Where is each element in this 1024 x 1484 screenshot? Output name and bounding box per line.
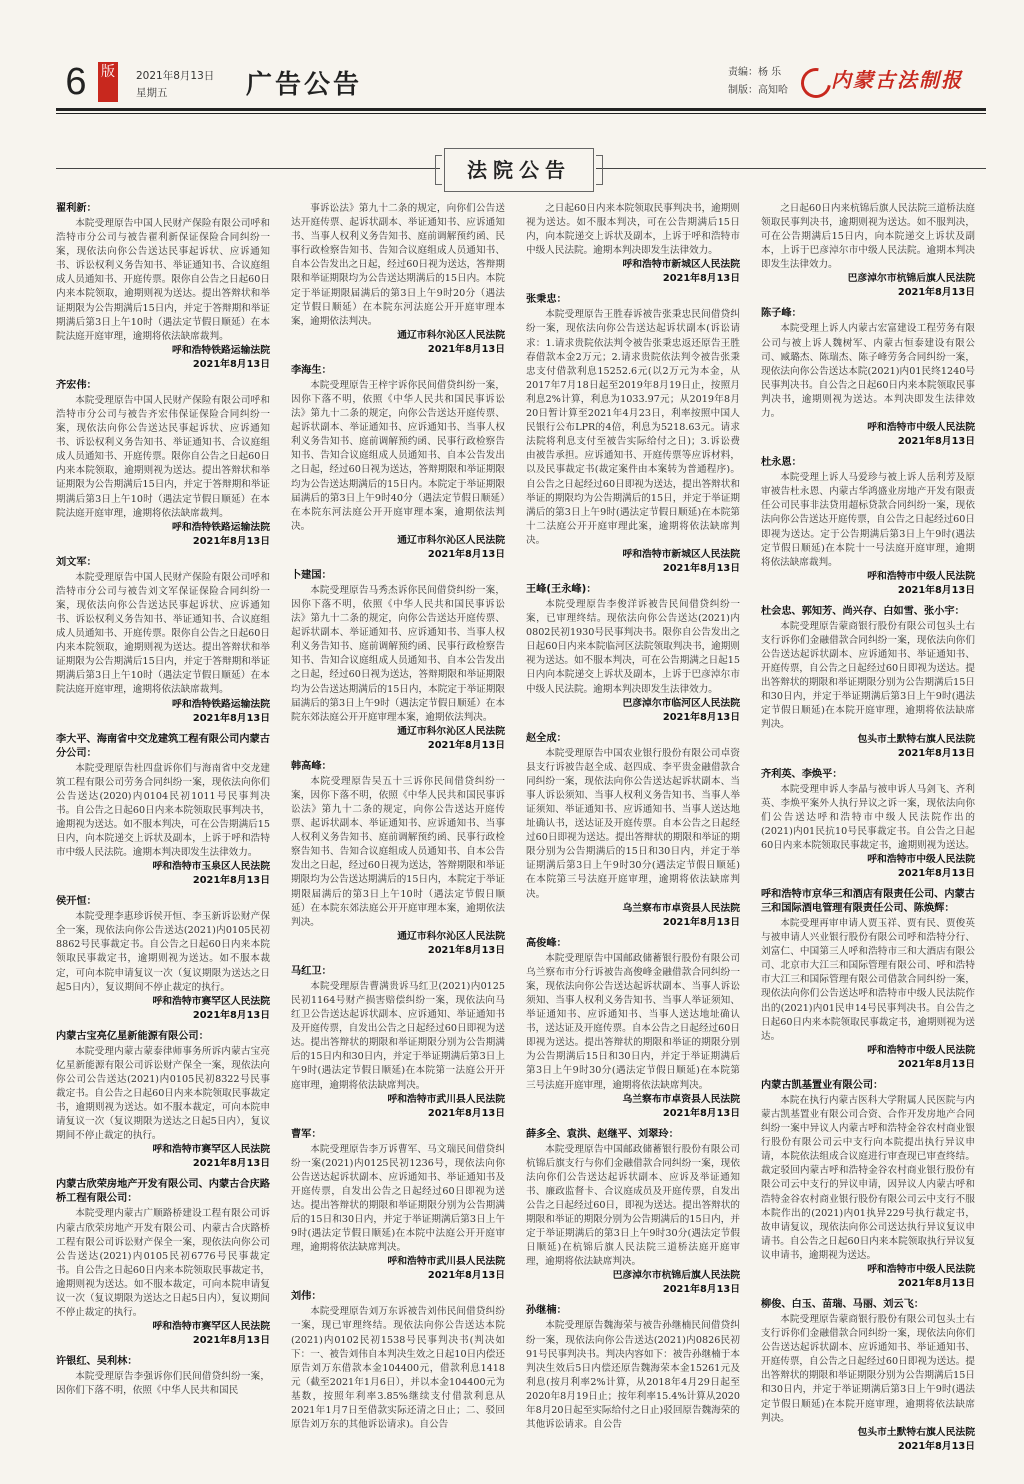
notice-body: 事诉讼法》第九十二条的规定，向你们公告送达开庭传票、起诉状副本、举证通知书、应诉通知书、当事人权利义务告知书、庭前调解预约函、民事行政检察告知书、告知合议庭组成人员通知书、自本公告发出之日起，经过60日视为送达，答辩期限和举证期限均为公告送达期满后的15日内。本院定于举证期限届满后的第3日上午9时20分（遇法定节假日顺延）在本院东河法庭公开开庭审理本案，逾期依法判决。	[291, 203, 505, 327]
issue-weekday: 星期五	[136, 87, 168, 99]
notice-date: 2021年8月13日	[897, 1440, 975, 1452]
court-notice	[761, 1298, 975, 1454]
court-notice	[761, 1079, 975, 1291]
notice-body: 本院受理原告李强诉你们民间借贷纠纷一案，因你们下落不明，依照《中华人民共和国民	[56, 1371, 270, 1397]
notice-addressee: 李海生：	[291, 364, 332, 376]
editor-credit: 责编：杨 乐	[728, 67, 782, 78]
notice-body: 本院受理原告王胜春诉被告张秉忠民间借贷纠纷一案，现依法向你公告送达起诉状副本(诉讼请求：1.请求贵院依法判令被告张秉忠返还原告王胜春借款本金2万元；2.请求贵院依法判令被告张秉忠支付借款利息15252.6元(以2万元为本金，从2017年7月18日起至2019年8月19日止，按照月利息2%计算，利息为1033.97元；从2019年8月20日暂计算至2021年4月23日，利率按照中国人民银行公布LPR的4倍，利息为5218.63元。请求法院将利息支付至被告实际给付之日)；3.诉讼费由被告承担。应诉通知书、开庭传票等应诉材料，以及民事裁定书(裁定案件由本案转为普通程序)。自公告之日起经过60日即视为送达，提出答辩状和举证的期限均为公告期满后的15日，并定于举证期满后的第3日上午9时(遇法定节假日顺延)在本院第十二法庭公开开庭审理此案，逾期将依法缺席判决。	[526, 309, 740, 546]
notice-court: 通辽市科尔沁区人民法院	[397, 930, 505, 942]
court-notice	[526, 293, 740, 576]
notice-addressee: 内蒙古欣荣房地产开发有限公司、内蒙古合庆路桥工程有限公司：	[56, 1179, 270, 1205]
court-notice	[56, 379, 270, 549]
notice-date: 2021年8月13日	[427, 343, 505, 355]
notice-date: 2021年8月13日	[192, 1158, 270, 1170]
notice-body: 之日起60日内来本院领取民事判决书，逾期则视为送达。如不服本判决，可在公告期满后15日内，向本院递交上诉状及副本，上诉于呼和浩特市中级人民法院。逾期本判决即发生法律效力。	[526, 203, 740, 257]
notice-column-4	[761, 202, 975, 1470]
notice-addressee: 陈子峰：	[761, 308, 802, 320]
notice-court: 呼和浩特市赛罕区人民法院	[152, 995, 270, 1007]
notice-court: 呼和浩特市武川县人民法院	[387, 1093, 505, 1105]
notice-addressee: 曹军：	[291, 1128, 322, 1140]
notice-body: 本院受理原告马秀杰诉你民间借贷纠纷一案，因你下落不明，依照《中华人民共和国民事诉讼法》第九十二条的规定，向你公告送达开庭传票、起诉状副本、举证通知书、应诉通知书、当事人权利义务告知书、庭前调解预约函、民事行政检察告知书、告知合议庭组成人员通知书、自本公告发出之日起，经过60日视为送达，答辩期限和举证期限均为公告送达期满后的15日内，本院定于举证期限届满后的第3日上午9时（遇法定节假日顺延）在本院东郊法庭公开开庭审理本案，逾期依法判决。	[291, 584, 505, 723]
notice-body: 之日起60日内来杭锦后旗人民法院三道桥法庭领取民事判决书，逾期则视为送达。如不服判决，可在公告期满后15日内，向本院递交上诉状及副本，上诉于巴彦淖尔市中级人民法院。逾期本判决即发生法律效力。	[761, 203, 975, 271]
notice-date: 2021年8月13日	[192, 358, 270, 370]
designer-credit: 制版：高知哈	[728, 85, 788, 96]
notice-court: 呼和浩特市中级人民法院	[867, 570, 975, 582]
court-notice	[291, 760, 505, 958]
notice-body: 本院受理原告王梓宇诉你民间借贷纠纷一案，因你下落不明，依照《中华人民共和国民事诉讼法》第九十二条的规定，向你公告送达开庭传票、起诉状副本、举证通知书、应诉通知书、当事人权利义务告知书、庭前调解预约函、民事行政检察告知书、告知合议庭组成人员通知书、自本公告发出之日起，经过60日视为送达，答辩期限和举证期限均为公告送达期满后的15日内。本院定于举证期限届满后的第3日上午9时40分（遇法定节假日顺延）在本院东河法庭公开开庭审理本案，逾期依法判决。	[291, 379, 505, 532]
notice-date: 2021年8月13日	[662, 1107, 740, 1119]
notice-body: 本院受理原告中国人民财产保险有限公司呼和浩特市分公司与被告翟利新保证保险合同纠纷一案，现依法向你公告送达民事起诉状、应诉通知书、诉讼权利义务告知书、举证通知书、合议庭组成人员通知书、开庭传票。限你自公告之日起60日内来本院领取，逾期则视为送达。提出答辩状和举证期限为公告期满后15日内，并定于答辩期和举证期满后第3日上午10时（遇法定节假日顺延）在本院法庭开庭审理，逾期将依法缺席裁判。	[56, 218, 270, 342]
notice-date: 2021年8月13日	[662, 916, 740, 928]
notice-date: 2021年8月13日	[427, 1270, 505, 1282]
notice-date: 2021年8月13日	[897, 584, 975, 596]
notice-date: 2021年8月13日	[897, 747, 975, 759]
court-notice	[291, 965, 505, 1121]
court-notice	[56, 895, 270, 1023]
court-notice	[291, 202, 505, 357]
court-notice	[761, 888, 975, 1072]
notice-court: 呼和浩特市中级人民法院	[867, 1263, 975, 1275]
notice-addressee: 张秉忠：	[526, 294, 567, 306]
credits	[728, 64, 788, 100]
page-number: 6	[65, 61, 87, 103]
newspaper-name: 内蒙古法制报	[831, 68, 963, 92]
notice-date: 2021年8月13日	[897, 436, 975, 448]
notice-addressee: 杜永恩：	[761, 457, 802, 469]
section-title: 广告公告	[246, 70, 363, 100]
court-notice	[761, 307, 975, 449]
notice-date: 2021年8月13日	[662, 1284, 740, 1296]
notice-column-2	[291, 202, 505, 1470]
notice-court: 巴彦淖尔市杭锦后旗人民法院	[847, 273, 975, 285]
notice-addressee: 杜会忠、郭知芳、尚兴存、白如雪、张小宇：	[761, 605, 965, 617]
banner-rule-right	[596, 168, 986, 169]
notice-addressee: 孙继楠：	[526, 1305, 567, 1317]
header-rule	[56, 108, 986, 111]
notice-body: 本院受理上诉人内蒙古宏富建设工程劳务有限公司与被上诉人魏树军、内蒙古恒泰建设有限公司、臧璐杰、陈瑞杰、陈子峰劳务合同纠纷一案，现依法向你公告送达本院(2021)内01民终1240号民事判决书。自公告之日起60日内来本院领取民事判决书，逾期则视为送达。本判决即发生法律效力。	[761, 323, 975, 420]
court-notice	[761, 202, 975, 300]
notice-court: 包头市土默特右旗人民法院	[857, 733, 975, 745]
notice-addressee: 内蒙古凯基置业有限公司：	[761, 1079, 884, 1091]
notice-body: 本院受理再审申请人贾玉祥、贾有民、贾俊英与被申请人兴业银行股份有限公司呼和浩特分行、刘富仁、中国第三人呼和浩特市三和大酒店有限公司、北京市大江三和国际管理有限公司、呼和浩特市大江三和国际管理有限公司借款合同纠纷一案，现依法向你们公告送达呼和浩特市中级人民法院作出的(2021)内01民申14号民事判决书。自公告之日起60日内来本院领取民事裁定书，逾期则视为送达。	[761, 918, 975, 1042]
court-notice	[291, 1128, 505, 1284]
notice-body: 本院受理内蒙古广顺路桥建设工程有限公司诉内蒙古欣荣房地产开发有限公司、内蒙古合庆路桥工程有限公司诉讼财产保全一案，现依法向你公司公告送达(2021)内0105民初6776号民事裁定书。自公告之日起60日内来本院领取民事裁定书，逾期则视为送达。如不服本裁定，可向本院申请复议一次（复议期限为送达之日起5日内），复议期间不停止裁定的执行。	[56, 1208, 270, 1319]
court-notice	[291, 364, 505, 562]
notice-body: 本院受理原告中国农业银行股份有限公司卓资县支行诉被告赵全成、赵四成、李平贵金融借款合同纠纷一案，现依法向你公告送达起诉状副本、当事人诉讼须知、当事人权利义务告知书、当事人举证须知、举证通知书、应诉通知书、当事人送达地址确认书，送达证及开庭传票。自本公告之日起经过60日即视为送达。提出答辩状的期限和举证的期限分别为公告期满后的15日和30日内，并定于举证期满后第3日上午9时30分(遇法定节假日顺延)在本院第三号法庭开庭审理，逾期将依法缺席判决。	[526, 747, 740, 900]
court-notice	[526, 202, 740, 286]
court-notice	[526, 1304, 740, 1432]
court-notice	[526, 937, 740, 1121]
notice-body: 本院受理原告李万诉曹军、马文瑞民间借贷纠纷一案(2021)内0125民初1236号，现依法向你公告送达起诉状副本、应诉通知书、举证通知书及开庭传票，自发出公告之日起经过60日即视为送达。提出答辩状的期限和举证期限分别为公告期满后的15日和30日内，并定于举证期满后第3日上午9时(遇法定节假日顺延)在本院中法庭公开开庭审理，逾期将依法缺席判决。	[291, 1143, 505, 1254]
notice-court: 巴彦淖尔市临河区人民法院	[622, 697, 740, 709]
notice-court: 呼和浩特市赛罕区人民法院	[152, 1144, 270, 1156]
notice-column-1	[56, 202, 270, 1470]
notice-addressee: 呼和浩特市京华三和酒店有限责任公司、内蒙古三和国际酒电管理有限责任公司、陈焕辉：	[761, 889, 975, 914]
court-notice	[291, 569, 505, 753]
notice-court: 呼和浩特市中级人民法院	[867, 1044, 975, 1056]
notice-date: 2021年8月13日	[427, 739, 505, 751]
notice-court: 包头市土默特右旗人民法院	[857, 1426, 975, 1438]
notice-body: 本院受理申诉人李晶与被申诉人马剑飞、齐利英、李焕平案外人执行异议之诉一案，现依法向你们公告送达呼和浩特市中级人民法院作出的(2021)内01民抗10号民事裁定书。自公告之日起60日内来本院领取民事裁定书，逾期则视为送达。	[761, 783, 975, 851]
notice-addressee: 韩高峰：	[291, 760, 332, 772]
court-notice	[761, 768, 975, 881]
notice-body: 本院受理原告蒙商银行股份有限公司包头土右支行诉你们金融借款合同纠纷一案，现依法向你们公告送达起诉状副本、应诉通知书、举证通知书、开庭传票，自公告之日起经过60日即视为送达。提出答辩状的期限和举证期限分别为公告期满后15日和30日内，并定于举证期满后第3日上午9时(遇法定节假日顺延)在本院开庭审理，逾期将依法缺席判决。	[761, 1313, 975, 1424]
court-notice	[56, 1030, 270, 1172]
notice-court: 通辽市科尔沁区人民法院	[397, 725, 505, 737]
banner-frame	[444, 148, 594, 192]
notice-court: 呼和浩特市中级人民法院	[867, 854, 975, 865]
notice-date: 2021年8月13日	[662, 711, 740, 723]
notice-body: 本院受理原告中国邮政储蓄银行股份有限公司杭锦后旗支行与你们金融借款合同纠纷一案，现依法向你们公告送达起诉状副本、应诉及举证通知书、廉政监督卡、合议庭成员及开庭传票，自发出公告之日起经过60日，即视为送达。提出答辩状的期限和举证的期限分别为公告期满后的15日内，并定于举证期满后的第3日上午9时30分(遇法定节假日顺延)在杭锦后旗人民法院三道桥法庭开庭审理，逾期将依法缺席判决。	[526, 1143, 740, 1268]
notice-addressee: 李大平、海南省中交龙建筑工程有限公司内蒙古分公司：	[56, 733, 270, 759]
notice-addressee: 马红卫：	[291, 965, 332, 977]
notice-court: 呼和浩特市新城区人民法院	[622, 548, 740, 560]
court-notice	[761, 605, 975, 761]
notice-court: 呼和浩特铁路运输法院	[172, 521, 270, 533]
notice-addressee: 刘文军：	[56, 556, 97, 568]
notice-court: 通辽市科尔沁区人民法院	[397, 329, 505, 341]
notice-court: 呼和浩特市中级人民法院	[867, 422, 975, 434]
court-notice	[56, 556, 270, 726]
court-notice	[526, 732, 740, 930]
notice-body: 本院受理原告中国人民财产保险有限公司呼和浩特市分公司与被告齐宏伟保证保险合同纠纷一案，现依法向你公告送达民事起诉状、应诉通知书、诉讼权利义务告知书、举证通知书、合议庭组成人员通知书、开庭传票。限你自公告之日起60日内来本院领取，逾期则视为送达。提出答辩状和举证期限为公告期满后15日内，并定于答辩期和举证期满后第3日上午10时（遇法定节假日顺延）在本院法庭开庭审理，逾期将依法缺席裁判。	[56, 394, 270, 519]
issue-date: 2021年8月13日	[136, 70, 215, 82]
page-label: 版	[98, 62, 118, 102]
court-notice	[56, 202, 270, 372]
notice-addressee: 刘伟：	[291, 1291, 322, 1303]
notice-addressee: 内蒙古宝亮亿星新能源有限公司：	[56, 1030, 209, 1042]
notice-body: 本院受理原告中国人民财产保险有限公司呼和浩特市分公司与被告刘文军保证保险合同纠纷一案，现依法向你公告送达民事起诉状、应诉通知书、诉讼权利义务告知书、举证通知书、合议庭组成人员通知书、开庭传票。限你自公告之日起60日内来本院领取，逾期则视为送达。提出答辩状和举证期限为公告期满后15日内，并定于答辩期和举证期满后第3日上午10时（遇法定节假日顺延）在本院法庭开庭审理，逾期将依法缺席裁判。	[56, 571, 270, 696]
notice-court: 乌兰察布市卓资县人民法院	[622, 1093, 740, 1105]
header-rule-thin	[56, 113, 986, 114]
masthead	[56, 60, 986, 108]
banner-title: 法院公告	[467, 158, 571, 182]
notice-body: 本院受理上诉人马爱珍与被上诉人岳利芳及原审被告杜永恩、内蒙古华鸿盛业房地产开发有限责任公司民事非法贷用超标贷款合同纠纷一案，现依法向你公告送达开庭传票，自公告之日起经过60日即视为送达。定于公告期满后第3日上午9时(遇法定节假日顺延)在本院十一号法庭开庭审理，逾期将依法缺席裁判。	[761, 472, 975, 568]
court-notice	[526, 1128, 740, 1298]
notice-date: 2021年8月13日	[192, 875, 270, 887]
notice-date: 2021年8月13日	[662, 273, 740, 285]
notice-court: 呼和浩特市新城区人民法院	[622, 259, 740, 271]
notice-column-3	[526, 202, 740, 1470]
notice-body: 本院受理原告曹满贵诉马红卫(2021)内0125民初1164号财产损害赔偿纠纷一案，现依法向马红卫公告送达起诉状副本、应诉通知、举证通知书及开庭传票，自发出公告之日起经过60日即视为送达。提出答辩状的期限和举证期限分别为公告期满后的15日内和30日内，并定于举证期满后第3日上午9时(遇法定节假日顺延)在本院第一法庭公开开庭审理，逾期将依法缺席判决。	[291, 980, 505, 1091]
notice-body: 本院受理内蒙古蒙泰律师事务所诉内蒙古宝亮亿星新能源有限公司诉讼财产保全一案，现依法向你公司公告送达(2021)内0105民初8322号民事裁定书。自公告之日起60日内来本院领取民事裁定书，逾期则视为送达。如不服本裁定，可向本院申请复议一次（复议期限为送达之日起5日内），复议期间不停止裁定的执行。	[56, 1045, 270, 1142]
notice-date: 2021年8月13日	[427, 944, 505, 956]
notice-body: 本院受理原告李俊洋诉被告民间借贷纠纷一案，已审理终结。现依法向你公告送达(2021)内0802民初1930号民事判决书。限你自公告发出之日起60日内来本院临河区法院领取判决书，逾期则视为送达。如不服本判决，可在公告期满之日起15日内向本院递交上诉状及副本，上诉于巴彦淖尔市中级人民法院。逾期本判决即发生法律效力。	[526, 598, 740, 695]
notice-body: 本院受理原告中国邮政储蓄银行股份有限公司乌兰察布市分行诉被告高俊峰金融借款合同纠纷一案，现依法向你公告送达起诉状副本、当事人诉讼须知、当事人权利义务告知书、当事人举证须知、举证通知书、应诉通知书、当事人送达地址确认书，送达证及开庭传票。自本公告之日起经过60日即视为送达。提出答辩状的期限和举证的期限分别为公告期满后15日和30日内，并定于举证期满后第3日上午9时30分(遇法定节假日顺延)在本院第三号法庭开庭审理，逾期将依法缺席判决。	[526, 952, 740, 1091]
notice-date: 2021年8月13日	[192, 1335, 270, 1347]
notice-body: 本院受理原告魏海荣与被告孙继楠民间借贷纠纷一案，现依法向你公告送达(2021)内0826民初91号民事判决书。判决内容如下：被告孙继楠于本判决生效后5日内偿还原告魏海荣本金15261元及利息(按月利率2%计算，从2018年4月29日起至2020年8月19日止；按年利率15.4%计算从2020年8月20日起至实际给付之日止)驳回原告魏海荣的其他诉讼请求。自公告	[526, 1320, 740, 1431]
notice-date: 2021年8月13日	[192, 535, 270, 547]
notice-addressee: 翟利新：	[56, 203, 97, 214]
notice-court: 通辽市科尔沁区人民法院	[397, 534, 505, 546]
notice-addressee: 高俊峰：	[526, 937, 567, 949]
notice-body: 本院受理原告刘万东诉被告刘伟民间借贷纠纷一案，现已审理终结。现依法向你公告送达本院(2021)内0102民初1538号民事判决书(判决如下：一、被告刘伟自本判决生效之日起10日内偿还原告刘万东借款本金104400元，借款利息1418元（截至2021年1月6日），并以本金104400元为基数，按照年利率3.85%继续支付借款利息从2021年1月7日至借款实际还清之日止；二、驳回原告刘万东的其他诉讼请求)。自公告	[291, 1306, 505, 1431]
notice-court: 呼和浩特市玉泉区人民法院	[152, 861, 270, 873]
notice-addressee: 王峰(王永峰)：	[526, 583, 597, 595]
notice-court: 巴彦淖尔市杭锦后旗人民法院	[612, 1270, 740, 1282]
notice-date: 2021年8月13日	[897, 1058, 975, 1070]
notice-court: 呼和浩特铁路运输法院	[172, 698, 270, 710]
notice-addressee: 齐利英、李焕平：	[761, 768, 843, 780]
notice-addressee: 柳俊、白玉、苗瑞、马丽、刘云飞：	[761, 1298, 924, 1310]
notice-court: 呼和浩特铁路运输法院	[172, 344, 270, 356]
notice-addressee: 侯开恒：	[56, 896, 97, 908]
notice-date: 2021年8月13日	[897, 1277, 975, 1289]
notice-addressee: 赵全成：	[526, 732, 567, 744]
notice-date: 2021年8月13日	[897, 868, 975, 879]
notice-addressee: 薛多全、袁洪、赵继平、刘翠玲：	[526, 1128, 679, 1140]
notice-body: 本院在执行内蒙古医科大学附属人民医院与内蒙古凯基置业有限公司合资、合作开发房地产合同纠纷一案中异议人内蒙古呼和浩特金谷农村商业银行股份有限公司云中支行向本院提出执行异议申请，本院依法组成合议庭进行审查现已审查终结。裁定驳回内蒙古呼和浩特金谷农村商业银行股份有限公司云中支行的异议申请，因异议人内蒙古呼和浩特金谷农村商业银行股份有限公司云中支行不服本院作出的(2021)内01执异229号执行裁定书，故申请复议，现依法向你公司送达执行异议复议申请书。自公告之日起60日内来本院领取执行异议复议申请书，逾期视为送达。	[761, 1094, 975, 1261]
notice-addressee: 许银红、吴利林：	[56, 1356, 138, 1368]
court-notice	[761, 456, 975, 598]
notice-body: 本院受理原告杜四盘诉你们与海南省中交龙建筑工程有限公司劳务合同纠纷一案，现依法向你们公告送达(2020)内0104民初1011号民事判决书。自公告之日起60日内来本院领取民事判决书，逾期视为送达。如不服本判决，可在公告期满后15日内，向本院递交上诉状及副本，上诉于呼和浩特市中级人民法院。逾期本判决即发生法律效力。	[56, 762, 270, 859]
court-notice	[56, 1178, 270, 1348]
notice-body: 本院受理原告吴五十三诉你民间借贷纠纷一案，因你下落不明，依照《中华人民共和国民事诉讼法》第九十二条的规定，向你公告送达开庭传票、起诉状副本、举证通知书、应诉通知书、当事人权利义务告知书、庭前调解预约函、民事行政检察告知书、告知合议庭组成人员通知书、自本公告发出之日起，经过60日视为送达，答辩期限和举证期限均为公告送达期满后的15日内，本院定于举证期限届满后的第3日上午10时（遇法定节假日顺延）在本院东郊法庭公开开庭审理本案，逾期依法判决。	[291, 775, 505, 928]
notice-date: 2021年8月13日	[192, 712, 270, 724]
banner-rule-left	[56, 168, 440, 169]
notice-date: 2021年8月13日	[662, 562, 740, 574]
notice-body: 本院受理原告蒙商银行股份有限公司包头土右支行诉你们金融借款合同纠纷一案，现依法向你们公告送达起诉状副本、应诉通知书、举证通知书、开庭传票，自公告之日起经过60日即视为送达。提出答辩状的期限和举证期限分别为公告期满后15日和30日内，并定于举证期满后第3日上午9时(遇法定节假日顺延)在本院开庭审理，逾期将依法缺席判决。	[761, 620, 975, 731]
notice-court: 呼和浩特市武川县人民法院	[387, 1256, 505, 1268]
court-notice	[56, 1355, 270, 1398]
notice-body: 本院受理李惠珍诉侯开恒、李玉新诉讼财产保全一案，现依法向你公告送达(2021)内0105民初8862号民事裁定书。自公告之日起60日内来本院领取民事裁定书，逾期则视为送达。如不服本裁定，可向本院申请复议一次（复议期限为送达之日起5日内），复议期间不停止裁定的执行。	[56, 911, 270, 993]
court-notice	[291, 1290, 505, 1432]
notice-court: 呼和浩特市赛罕区人民法院	[152, 1321, 270, 1333]
notice-date: 2021年8月13日	[192, 1009, 270, 1021]
newspaper-logo	[801, 62, 986, 102]
notice-addressee: 卜建国：	[291, 569, 332, 581]
notice-date: 2021年8月13日	[427, 548, 505, 560]
notice-addressee: 齐宏伟：	[56, 379, 97, 391]
court-notice	[526, 583, 740, 725]
court-notice	[56, 733, 270, 889]
notice-court: 乌兰察布市卓资县人民法院	[622, 902, 740, 914]
notice-date: 2021年8月13日	[897, 287, 975, 299]
notice-date: 2021年8月13日	[427, 1107, 505, 1119]
